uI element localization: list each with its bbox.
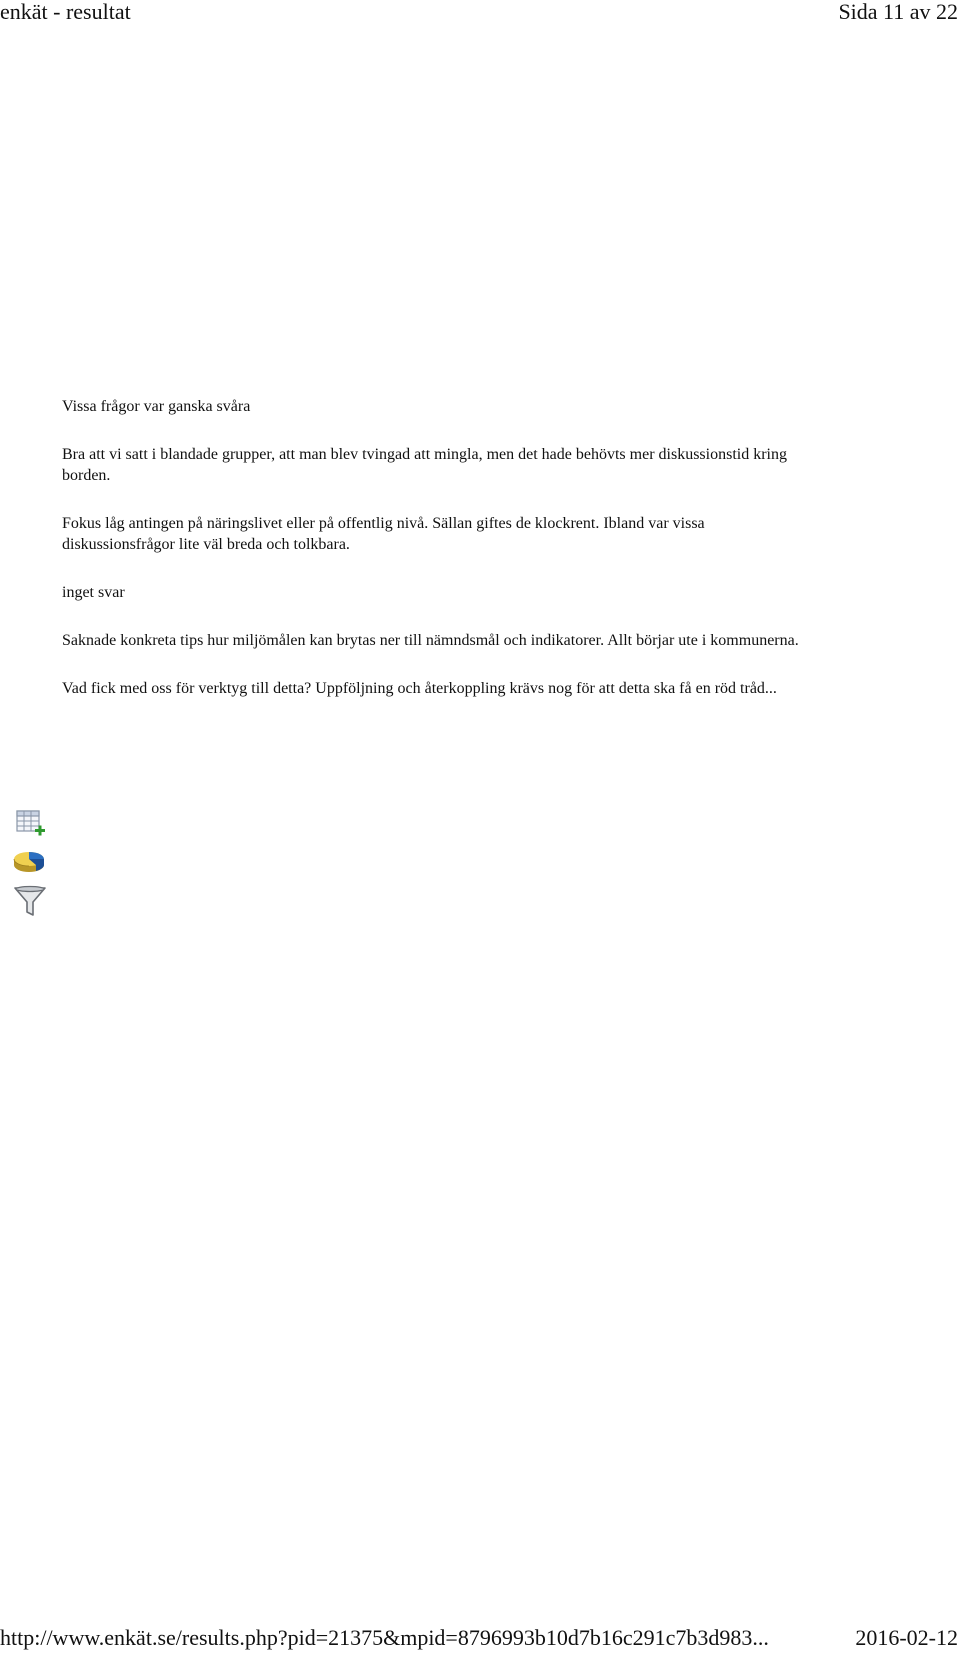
response-item: Vad fick med oss för verktyg till detta? Uppföljning och återkoppling krävs nog för att detta ska få en röd tråd... bbox=[62, 680, 777, 697]
table-add-icon[interactable] bbox=[12, 808, 48, 842]
response-item: Saknade konkreta tips hur miljömålen kan brytas ner till nämndsmål och indikatorer. Allt börjar ute i kommunerna. bbox=[62, 632, 799, 649]
page-title: enkät - resultat bbox=[0, 0, 131, 24]
page-header bbox=[0, 0, 960, 26]
page-footer bbox=[0, 1626, 960, 1652]
response-item: Fokus låg antingen på näringslivet eller på offentlig nivå. Sällan giftes de klockrent. Ibland var vissa diskussionsfrågor lite väl breda och tolkbara. bbox=[62, 515, 705, 553]
response-item: Vissa frågor var ganska svåra bbox=[62, 398, 251, 415]
tool-icons bbox=[12, 808, 52, 922]
response-list bbox=[62, 396, 802, 726]
filter-icon[interactable] bbox=[12, 884, 48, 918]
response-item: Bra att vi satt i blandade grupper, att man blev tvingad att mingla, men det hade behövts mer diskussionstid kring borden. bbox=[62, 446, 787, 484]
response-item: inget svar bbox=[62, 584, 125, 601]
page-number: Sida 11 av 22 bbox=[838, 0, 958, 24]
page-url: http://www.enkät.se/results.php?pid=21375&mpid=8796993b10d7b16c291c7b3d983... bbox=[0, 1625, 769, 1650]
print-date: 2016-02-12 bbox=[855, 1625, 958, 1650]
pie-chart-icon[interactable] bbox=[12, 846, 48, 880]
